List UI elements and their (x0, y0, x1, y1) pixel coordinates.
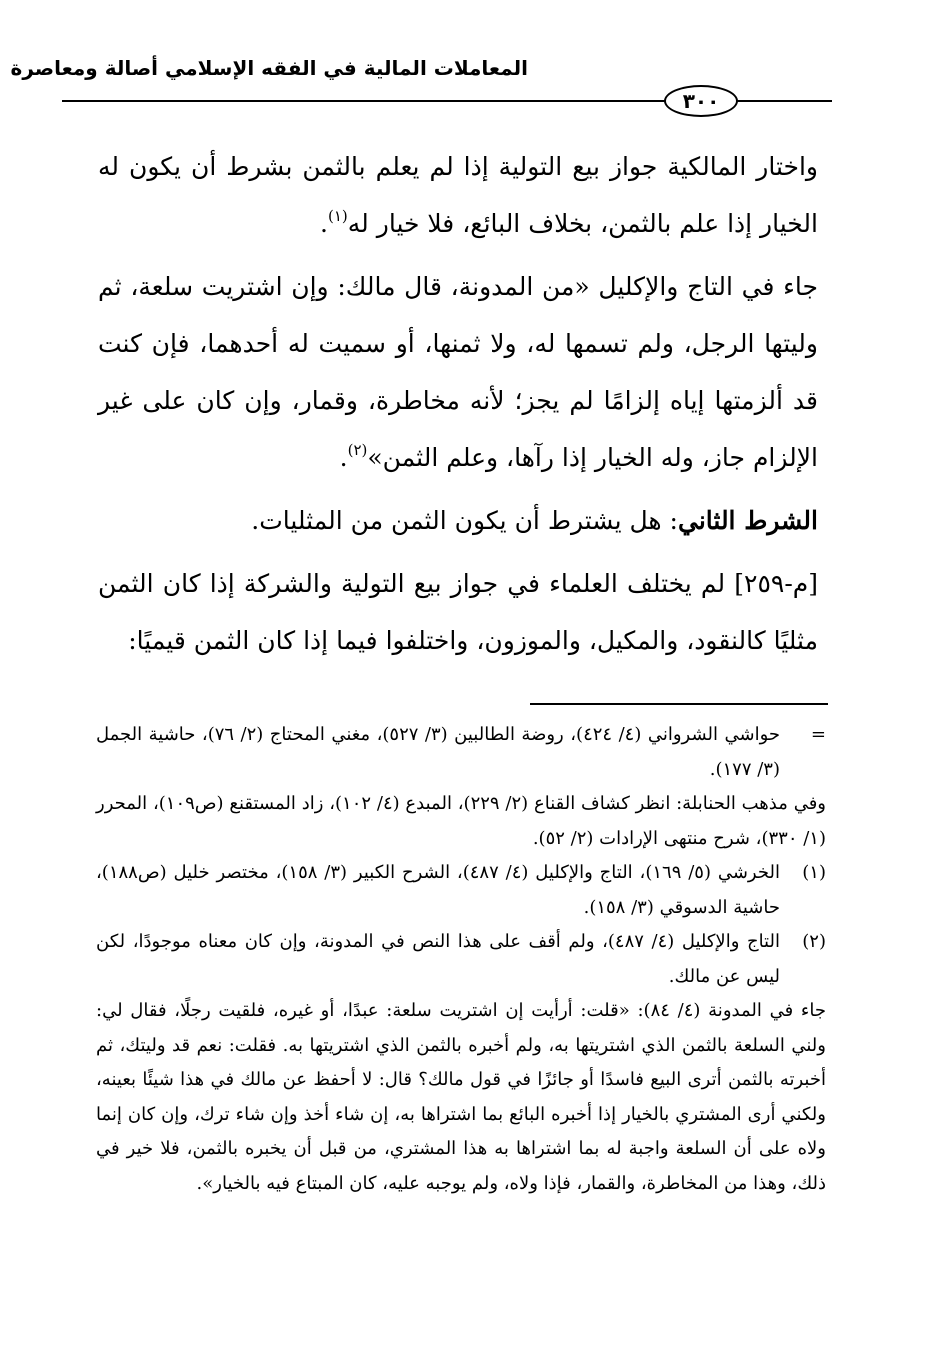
paragraph-end: . (339, 443, 348, 472)
footnote-number: (١) (802, 862, 826, 883)
paragraph-maliki-view (98, 138, 818, 252)
section-heading-text: : هل يشترط أن يكون الثمن من المثليات. (251, 506, 678, 535)
footnote-2 (96, 925, 826, 994)
footnote-1 (96, 856, 826, 925)
footnote-ref-2: (٢) (347, 441, 368, 459)
footnote-text: الخرشي (٥/ ١٦٩)، التاج والإكليل (٤/ ٤٨٧)، الشرح الكبير (٣/ ١٥٨)، مختصر خليل (ص١٨٨)، حاشية الدسوقي (٣/ ١٥٨). (96, 862, 780, 918)
footnote-continued-hanbali (96, 787, 826, 856)
paragraph-taj-quote (98, 258, 818, 486)
paragraph-text: [م-٢٥٩] لم يختلف العلماء في جواز بيع التولية والشركة إذا كان الثمن مثليًا كالنقود، والمكيل، والموزون، واختلفوا فيما إذا كان الثمن قيميًا: (98, 569, 818, 655)
footnote-text: جاء في المدونة (٤/ ٨٤): «قلت: أرأيت إن اشتريت سلعة: عبدًا، أو غيره، فلقيت رجلًا، فقال لي: ولني السلعة بالثمن الذي اشتريتها به، ولم أخبره بالثمن الذي اشتريتها به. فقلت: نعم قد وليتك، ثم أخبرته بالثمن أترى البيع فاسدًا أو جائزًا في قول مالك؟ قال: لا أحفظ عن مالك في هذا شيئًا بعينه، ولكني أرى المشتري بالخيار إذا أخبره البائع بما اشتراها به، إن شاء أخذ وإن شاء ترك، وإن كان إنما ولاه على أن السلعة واجبة له بما اشتراها به هذا المشتري، من قبل أن يخبره بالثمن، فلا خير في ذلك، وهذا من المخاطرة، والقمار، فإذا ولاه، ولم يوجبه عليه، كان المبتاع فيه بالخيار». (96, 1000, 827, 1194)
page-number-badge: ٣٠٠ (664, 85, 738, 117)
paragraph-issue-259 (98, 555, 818, 669)
footnote-ref-1: (١) (328, 207, 348, 225)
footnotes (96, 718, 826, 1201)
paragraph-text: جاء في التاج والإكليل «من المدونة، قال مالك: وإن اشتريت سلعة، ثم وليتها الرجل، ولم تسمها له، ولا ثمنها، أو سميت له أحدهما، فإن كنت قد ألزمتها إياه إلزامًا لم يجز؛ لأنه مخاطرة، وقمار، وإن كان على غير الإلزام جاز، وله الخيار إذا رآها، وعلم الثمن» (98, 272, 818, 472)
paragraph-text: واختار المالكية جواز بيع التولية إذا لم يعلم بالثمن بشرط أن يكون له الخيار إذا علم بالثمن، بخلاف البائع، فلا خيار له (98, 152, 818, 238)
main-text (98, 138, 818, 675)
paragraph-second-condition (98, 492, 818, 549)
running-header-title: المعاملات المالية في الفقه الإسلامي أصالة ومعاصرة (10, 56, 528, 80)
paragraph-end: . (320, 209, 328, 238)
footnote-text: وفي مذهب الحنابلة: انظر كشاف القناع (٢/ ٢٢٩)، المبدع (٤/ ١٠٢)، زاد المستقنع (ص١٠٩)، المحرر (١/ ٣٣٠)، شرح منتهى الإرادات (٢/ ٥٢). (96, 793, 826, 849)
footnote-text: حواشي الشرواني (٤/ ٤٢٤)، روضة الطالبين (٣/ ٥٢٧)، مغني المحتاج (٢/ ٧٦)، حاشية الجمل (٣/ ١٧٧). (96, 724, 781, 780)
footnote-continuation-mark: = (810, 724, 826, 745)
footnote-separator (530, 703, 828, 705)
section-heading-label: الشرط الثاني (677, 506, 818, 535)
footnote-continued (96, 718, 826, 787)
footnote-number: (٢) (802, 931, 826, 952)
footnote-2-quote (96, 994, 826, 1201)
footnote-text: التاج والإكليل (٤/ ٤٨٧)، ولم أقف على هذا النص في المدونة، وإن كان معناه موجودًا، لكن ليس عن مالك. (96, 931, 780, 987)
